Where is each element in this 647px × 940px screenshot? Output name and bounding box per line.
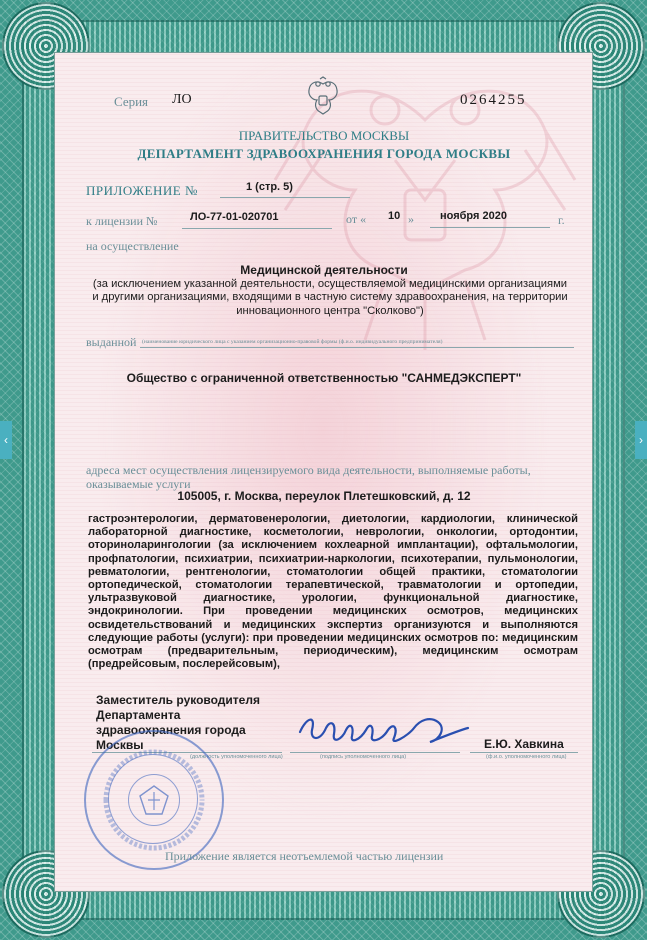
appendix-value: 1 (стр. 5) bbox=[246, 181, 293, 193]
appendix-underline bbox=[220, 197, 350, 198]
license-from-label: от « bbox=[346, 212, 367, 226]
footer-note: Приложение является неотъемлемой частью лицензии bbox=[165, 849, 444, 863]
address: 105005, г. Москва, переулок Плетешковский, д. 12 bbox=[177, 489, 471, 503]
form-number: 0264255 bbox=[460, 92, 527, 108]
signer-position-line: Департамента bbox=[96, 708, 181, 722]
signature-underline bbox=[290, 752, 460, 753]
coat-of-arms-icon bbox=[305, 76, 341, 120]
issuer-department: ДЕПАРТАМЕНТ ЗДРАВООХРАНЕНИЯ ГОРОДА МОСКВЫ bbox=[137, 146, 511, 161]
license-number: ЛО-77-01-020701 bbox=[190, 211, 279, 223]
license-label: к лицензии № bbox=[86, 214, 158, 228]
activity-label: на осуществление bbox=[86, 239, 179, 253]
signer-position-line: здравоохранения города bbox=[96, 723, 246, 737]
signature-image bbox=[290, 700, 480, 760]
license-number-underline bbox=[182, 228, 332, 229]
issued-label: выданной bbox=[86, 335, 137, 349]
activity-title: Медицинской деятельности bbox=[240, 263, 408, 277]
activity-note: (за исключением указанной деятельности, осуществляемой медицинскими организациями и другими организациями, входящими в частную систему здравоохранения, на территории инновационного центра "Сколково") bbox=[92, 278, 568, 317]
issued-underline bbox=[140, 347, 574, 348]
company-name: Общество с ограниченной ответственностью "САНМЕДЭКСПЕРТ" bbox=[126, 371, 522, 385]
signer-name-hint: (ф.и.о. уполномоченного лица) bbox=[486, 754, 567, 760]
issuer-government: ПРАВИТЕЛЬСТВО МОСКВЫ bbox=[238, 128, 410, 143]
signer-name-underline bbox=[470, 752, 578, 753]
issued-hint: (наименование юридического лица с указанием организационно-правовой формы (ф.и.о. индивидуального предпринимателя) bbox=[142, 339, 443, 345]
signer-position-line: Заместитель руководителя bbox=[96, 693, 260, 707]
license-month-year: ноября 2020 bbox=[440, 210, 507, 222]
series-value: ЛО bbox=[172, 92, 192, 107]
license-date-underline bbox=[430, 227, 550, 228]
stamp-emblem-icon bbox=[86, 732, 222, 868]
license-day-close: » bbox=[408, 212, 414, 226]
chevron-left-icon[interactable]: ‹ bbox=[0, 421, 12, 459]
signature-hint: (подпись уполномоченного лица) bbox=[320, 754, 407, 760]
signer-name: Е.Ю. Хавкина bbox=[484, 737, 564, 751]
license-day: 10 bbox=[388, 210, 401, 222]
chevron-right-icon[interactable]: › bbox=[635, 421, 647, 459]
signer-position-hint: (должность уполномоченного лица) bbox=[190, 754, 283, 760]
series-label: Серия bbox=[114, 94, 149, 109]
address-label: адреса мест осуществления лицензируемого вида деятельности, выполняемые работы, оказываемые услуги bbox=[86, 463, 531, 491]
signer-position-line: Москвы bbox=[96, 738, 144, 752]
license-year-suffix: г. bbox=[558, 213, 565, 227]
services-text: гастроэнтерологии, дерматовенерологии, диетологии, кардиологии, клинической лабораторной диагностике, косметологии, неврологии, онкологии, ортодонтии, оториноларингологии (за исключением кохлеарной имплантации), офтальмологии, профпатологии, психиатрии, психиатрии-наркологии, психотерапии, пульмонологии, ревматологии, рентгенологии, стоматологии общей практики, стоматологии ортопедической, стоматологии терапевтической, травматологии и ортопедии, ультразвуковой диагностике, урологии, функциональной диагностике, эндокринологии. При проведении медицинских осмотров, медицинских освидетельствований и медицинских экспертиз организуются и выполняются следующие работы (услуги): при проведении медицинских осмотров по: медицинским осмотрам (предварительным, периодическим), медицинским осмотрам (предрейсовым, послерейсовым), bbox=[88, 513, 578, 671]
appendix-label: ПРИЛОЖЕНИЕ № bbox=[86, 183, 198, 198]
